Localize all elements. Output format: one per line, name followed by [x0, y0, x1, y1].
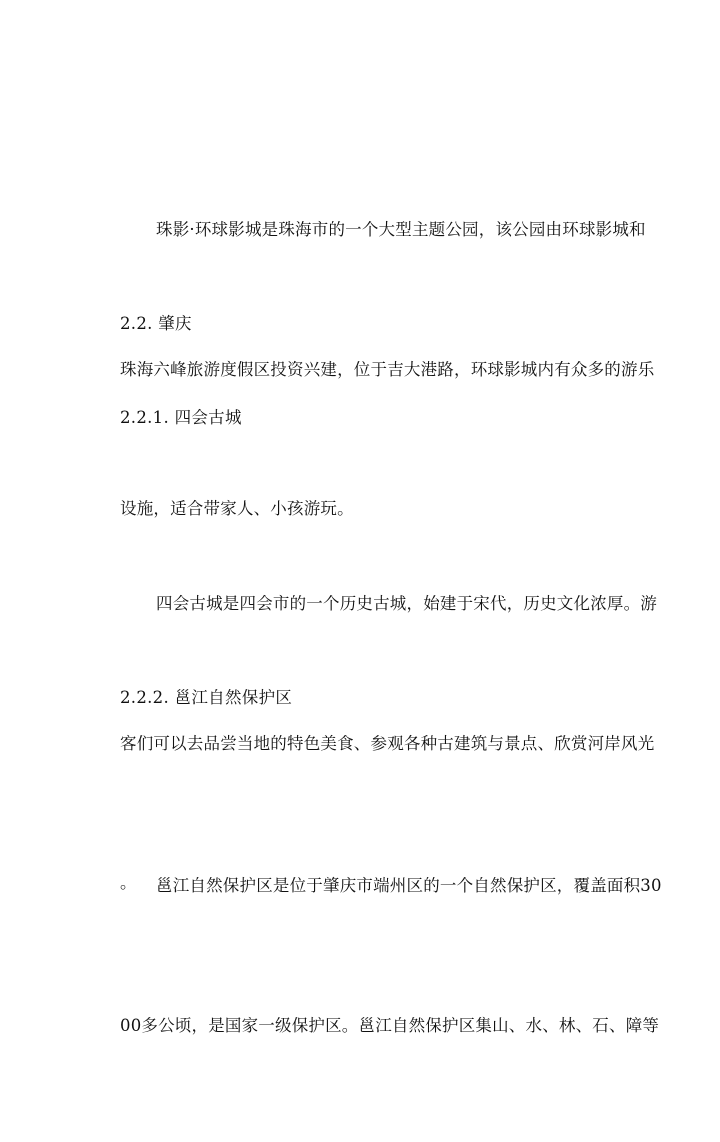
- paragraph-line: 00多公顷，是国家一级保护区。邕江自然保护区集山、水、林、石、障等: [120, 1015, 660, 1035]
- paragraph-line: 客们可以去品尝当地的特色美食、参观各种古建筑与景点、欣赏河岸风光: [120, 733, 655, 753]
- paragraph-line: 四会古城是四会市的一个历史古城，始建于宋代，历史文化浓厚。游: [156, 594, 657, 613]
- subsection-heading-yongjiang-reserve: 2.2.2. 邕江自然保护区: [120, 688, 293, 707]
- paragraph-yongjiang-reserve: [84, 770, 662, 1142]
- paragraph-line: 。: [120, 873, 137, 892]
- section-heading-zhaoqing: 2.2. 肇庆: [120, 314, 192, 333]
- paragraph-line: 珠影·环球影城是珠海市的一个大型主题公园，该公园由环球影城和: [156, 220, 646, 239]
- paragraph-line: 设施，适合带家人、小孩游玩。: [120, 499, 354, 518]
- paragraph-line: 珠海六峰旅游度假区投资兴建，位于吉大港路，环球影城内有众多的游乐: [120, 359, 655, 379]
- subsection-heading-sihui-ancient-city: 2.2.1. 四会古城: [120, 408, 242, 427]
- paragraph-line: 邕江自然保护区是位于肇庆市端州区的一个自然保护区，覆盖面积30: [156, 876, 662, 895]
